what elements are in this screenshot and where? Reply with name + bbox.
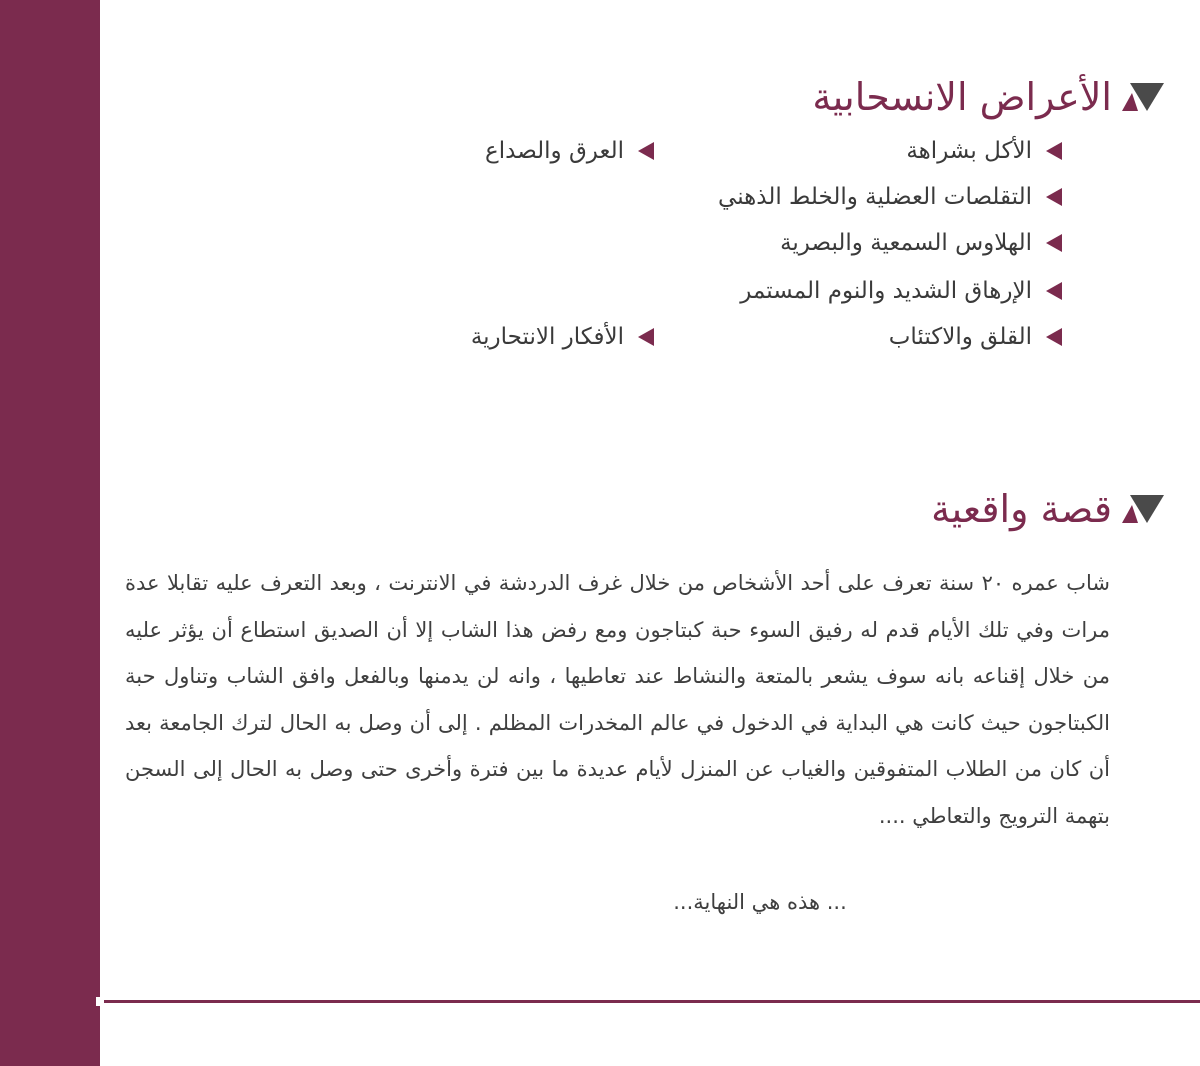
triangle-bullet-icon <box>1046 234 1062 252</box>
section-title: الأعراض الانسحابية <box>812 75 1112 119</box>
triangle-bullet-icon <box>638 328 654 346</box>
triangle-logo-icon <box>1120 493 1166 525</box>
symptom-item <box>718 184 1062 210</box>
triangle-logo-icon <box>1120 81 1166 113</box>
symptom-label: التقلصات العضلية والخلط الذهني <box>718 184 1032 210</box>
triangle-bullet-icon <box>1046 282 1062 300</box>
symptom-item <box>906 138 1062 164</box>
symptom-label: العرق والصداع <box>485 138 624 164</box>
left-accent-bar <box>0 0 100 1066</box>
triangle-bullet-icon <box>1046 188 1062 206</box>
symptom-label: الهلاوس السمعية والبصرية <box>780 230 1032 256</box>
story-body <box>125 560 1110 839</box>
story-ending: ... هذه هي النهاية... <box>673 890 847 914</box>
symptom-label: الإرهاق الشديد والنوم المستمر <box>740 278 1032 304</box>
symptom-item <box>889 324 1062 350</box>
triangle-bullet-icon <box>1046 328 1062 346</box>
withdrawal-symptoms-heading <box>812 75 1166 119</box>
symptom-label: الأكل بشراهة <box>906 138 1032 164</box>
symptom-item <box>780 230 1062 256</box>
symptom-item <box>471 324 654 350</box>
symptom-item <box>740 278 1062 304</box>
true-story-heading <box>931 487 1166 531</box>
triangle-bullet-icon <box>1046 142 1062 160</box>
divider-gap <box>96 997 104 1006</box>
symptom-label: الأفكار الانتحارية <box>470 324 624 350</box>
section-title: قصة واقعية <box>931 487 1112 531</box>
symptom-item <box>485 138 654 164</box>
triangle-bullet-icon <box>638 142 654 160</box>
bottom-divider-line <box>100 1000 1200 1003</box>
story-paragraph: شاب عمره ٢٠ سنة تعرف على أحد الأشخاص من خلال غرف الدردشة في الانترنت ، وبعد التعرف عليه تقابلا عدة مرات وفي تلك الأيام قدم له رفيق السوء حبة كبتاجون ومع رفض هذا الشاب إلا أن الصديق استطاع أن يؤثر عليه من خلال إقناعه بانه سوف يشعر بالمتعة والنشاط عند تعاطيها ، وانه لن يدمنها وبالفعل وافق الشاب وتناول حبة الكبتاجون حيث كانت هي البداية في الدخول في عالم المخدرات المظلم . إلى أن وصل به الحال لترك الجامعة بعد أن كان من الطلاب المتفوقين والغياب عن المنزل لأيام عديدة ما بين فترة وأخرى حتى وصل به الحال إلى السجن بتهمة الترويج والتعاطي .... <box>125 571 1110 828</box>
symptom-label: القلق والاكتئاب <box>888 324 1032 350</box>
